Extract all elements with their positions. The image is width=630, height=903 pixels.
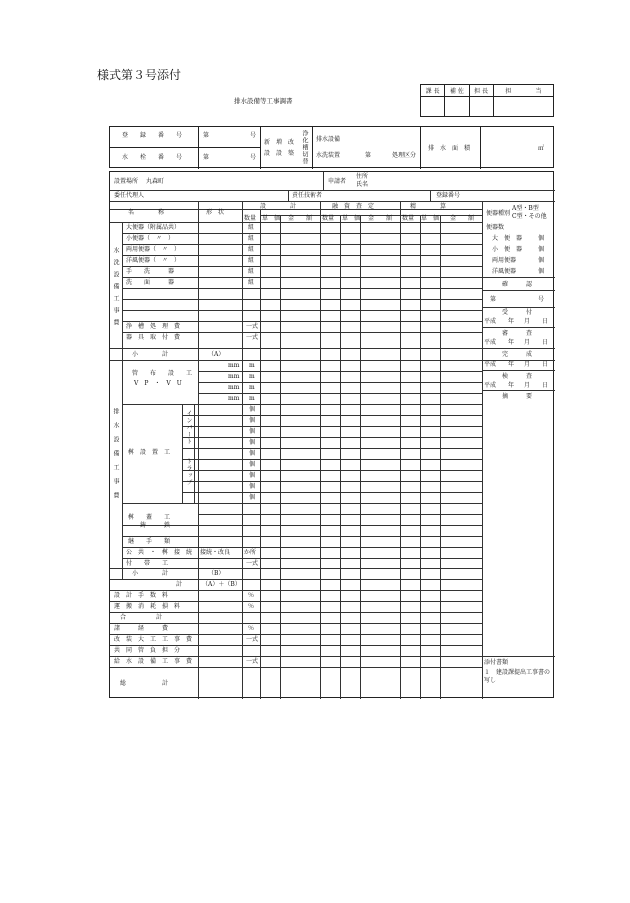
item-unit: 一式 — [246, 323, 259, 330]
col-design: 設 計 — [260, 203, 297, 210]
total-unit: ％ — [248, 592, 255, 599]
col-amount: 金 額 — [450, 215, 475, 222]
place-label: 設置場所 — [114, 178, 139, 185]
item-unit: 組 — [248, 235, 255, 242]
mm-unit: mm — [228, 395, 240, 402]
engineer-label: 責任技術者 — [292, 192, 323, 199]
col-unit: 単 価 — [421, 215, 440, 222]
ko-unit: 個 — [249, 439, 256, 446]
confirm-go: 号 — [538, 296, 545, 303]
col-unit: 単 価 — [262, 215, 281, 222]
total-row: 共 同 管 負 担 分 — [114, 647, 181, 654]
total-unit: 一式 — [246, 636, 259, 643]
item-unit: 組 — [248, 224, 255, 231]
attachment-item: １ 建設課提出工事書の写し — [484, 669, 551, 685]
total-unit: 一式 — [246, 658, 259, 665]
review-label: 審 査 — [502, 330, 533, 337]
ko-unit: 個 — [249, 494, 256, 501]
date-era: 平成 — [484, 361, 497, 368]
col-amount: 金 額 — [368, 215, 393, 222]
col-settle: 精 算 — [410, 203, 447, 210]
ancillary-label: 付 帯 工 — [126, 560, 169, 567]
agent-label: 委任代理人 — [114, 192, 145, 199]
stamp-cell[interactable] — [493, 97, 553, 117]
sec1-vertical-label: 水洗設備工事費 — [112, 247, 119, 331]
construction-type: 新 増 改 — [264, 139, 295, 146]
lid-label: 桝 蓋 工 — [128, 514, 171, 521]
date-month: 月 — [524, 339, 531, 346]
isshiki-unit: 一式 — [246, 560, 259, 567]
toilet-kind: 大 便 器 — [492, 235, 523, 242]
place-value: 丸森町 — [146, 178, 165, 185]
item-name: 器 具 取 付 費 — [126, 334, 181, 341]
approval-cell: 課 長 — [421, 85, 445, 97]
col-unit: 単 価 — [342, 215, 361, 222]
approval-stamp-box — [420, 84, 554, 117]
toilet-count-label: 便器数 — [486, 224, 505, 231]
inspection-label: 検 査 — [502, 373, 533, 380]
date-year: 年 — [508, 339, 515, 346]
reg-no-go: 号 — [250, 132, 257, 139]
total-ab: （A）＋（B） — [202, 581, 241, 588]
toilet-kind: 洋風便器 — [492, 268, 517, 275]
drain-area-label: 排 水 面 積 — [428, 145, 471, 152]
subtotal-b-mark: （B） — [208, 570, 225, 577]
approval-cell: 補 佐 — [445, 85, 469, 97]
ko-unit: 個 — [249, 406, 256, 413]
item-name: 大便器（附属品共） — [126, 224, 181, 231]
applicant-address: 住所 — [356, 173, 369, 180]
date-era: 平成 — [484, 339, 497, 346]
m-unit: m — [249, 362, 255, 369]
joint-label: 継 手 類 — [128, 538, 171, 545]
col-shape: 形 状 — [206, 209, 225, 216]
date-month: 月 — [524, 318, 531, 325]
toilet-kind: 両用便器 — [492, 257, 517, 264]
date-month: 月 — [524, 382, 531, 389]
pipe-label: 管 布 設 工 — [132, 370, 193, 377]
total-row: 給 水 設 備 工 事 費 — [114, 658, 193, 665]
stamp-cell[interactable] — [421, 97, 445, 117]
confirm-label: 確 認 — [502, 281, 533, 288]
water-no-go: 号 — [250, 154, 257, 161]
subtotal-a: 小 計 — [132, 351, 169, 358]
ko-unit: 個 — [249, 417, 256, 424]
applicant-name: 氏名 — [356, 181, 369, 188]
date-year: 年 — [508, 318, 515, 325]
approval-cell: 担 当 — [493, 85, 553, 97]
ko-unit: 個 — [249, 472, 256, 479]
total-row: 合 計 — [120, 614, 163, 621]
item-unit: 組 — [248, 257, 255, 264]
col-amount: 金 額 — [288, 215, 313, 222]
ko-unit: 個 — [249, 461, 256, 468]
ko-unit: 個 — [249, 428, 256, 435]
date-era: 平成 — [484, 318, 497, 325]
approval-cell: 担 長 — [469, 85, 493, 97]
receipt-label: 受 付 — [502, 309, 533, 316]
col-kind-ab: A型・B型 — [512, 205, 539, 212]
flush-dai: 第 — [365, 152, 372, 159]
date-day: 日 — [542, 318, 549, 325]
connect-improve: 接続・改良 — [200, 549, 231, 556]
reg-no-dai: 第 — [203, 132, 210, 139]
reg-no-label: 登 録 番 号 — [122, 132, 183, 139]
col-qty: 数量 — [244, 215, 257, 222]
water-no-dai: 第 — [203, 154, 210, 161]
col-kind: 便器種別 — [486, 210, 511, 217]
flush-device: 水洗装置 — [316, 152, 341, 159]
applicant-label: 申請者 — [328, 178, 347, 185]
reg-number-label: 登録番号 — [436, 192, 461, 199]
item-unit: 一式 — [246, 334, 259, 341]
treatment-class: 処理区分 — [392, 152, 417, 159]
septic-switch: 浄化槽切替 — [301, 130, 308, 165]
construction-type-2: 設 設 築 — [264, 150, 295, 157]
m-unit: m — [249, 384, 255, 391]
col-kind-c: C型・その他 — [512, 213, 547, 220]
toilet-kind-unit: 個 — [538, 246, 545, 253]
stamp-cell[interactable] — [445, 97, 469, 117]
mm-unit: mm — [228, 384, 240, 391]
document-title: 排水設備等工事調書 — [234, 97, 293, 105]
date-day: 日 — [542, 361, 549, 368]
water-no-label: 水 栓 番 号 — [122, 154, 183, 161]
sec2-vertical-label: 排水設備工事費 — [112, 408, 119, 506]
grand-total: 総 計 — [120, 680, 169, 687]
total-row: 諸 経 費 — [114, 625, 169, 632]
total-row: 設 計 手 数 料 — [114, 592, 169, 599]
total-kei: 計 — [176, 581, 183, 588]
total-row: 運 搬 消 耗 損 料 — [114, 603, 181, 610]
toilet-kind-unit: 個 — [538, 257, 545, 264]
total-unit: ％ — [248, 603, 255, 610]
total-unit: ％ — [248, 625, 255, 632]
subtotal-b: 小 計 — [132, 570, 169, 577]
drain-area-unit: ㎡ — [538, 145, 545, 152]
public-connect-label: 公 共 ・ 桝 接 続 — [126, 549, 193, 556]
item-name: 浄 槽 処 理 費 — [126, 323, 181, 330]
toilet-kind: 小 便 器 — [492, 246, 523, 253]
toilet-kind-unit: 個 — [538, 235, 545, 242]
masu-label: 桝 設 置 工 — [128, 449, 171, 456]
col-name: 名 称 — [128, 209, 165, 216]
item-name: 小便器（ 〃 ） — [126, 235, 175, 242]
mm-unit: mm — [228, 373, 240, 380]
item-unit: 組 — [248, 279, 255, 286]
invert-label: インバート — [185, 410, 192, 445]
item-name: 両用便器（ 〃 ） — [126, 246, 181, 253]
date-era: 平成 — [484, 382, 497, 389]
m-unit: m — [249, 395, 255, 402]
total-row: 改 装 大 工 工 事 費 — [114, 636, 193, 643]
mm-unit: mm — [228, 362, 240, 369]
m-unit: m — [249, 373, 255, 380]
subtotal-a-mark: （A） — [208, 351, 225, 358]
col-qty: 数量 — [402, 215, 415, 222]
trap-label: トラップ — [185, 458, 192, 486]
toilet-kind-unit: 個 — [538, 268, 545, 275]
registration-header — [109, 126, 554, 168]
col-qty: 数量 — [322, 215, 335, 222]
date-day: 日 — [542, 382, 549, 389]
date-day: 日 — [542, 339, 549, 346]
ko-unit: 個 — [249, 483, 256, 490]
cost-table — [109, 171, 554, 698]
drainage-facility: 排水設備 — [316, 136, 341, 143]
date-year: 年 — [508, 361, 515, 368]
item-unit: 組 — [248, 246, 255, 253]
remarks-label: 摘 要 — [502, 393, 533, 400]
item-unit: 組 — [248, 268, 255, 275]
confirm-dai: 第 — [490, 296, 497, 303]
date-year: 年 — [508, 382, 515, 389]
date-month: 月 — [524, 361, 531, 368]
completion-label: 完 成 — [502, 351, 533, 358]
col-audit: 融 資 査 定 — [332, 203, 375, 210]
kasho-unit: か所 — [244, 549, 257, 556]
item-name: 洋風便器（ 〃 ） — [126, 257, 181, 264]
form-title: 様式第３号添付 — [97, 68, 182, 82]
attachments-label: 添付書類 — [484, 659, 509, 666]
item-name: 洗 面 器 — [126, 279, 175, 286]
item-name: 手 洗 器 — [126, 268, 175, 275]
pipe-type: V P ・ V U — [134, 380, 182, 387]
cast-iron-label: 鋳 鉄 — [140, 522, 171, 529]
ko-unit: 個 — [249, 450, 256, 457]
stamp-cell[interactable] — [469, 97, 493, 117]
